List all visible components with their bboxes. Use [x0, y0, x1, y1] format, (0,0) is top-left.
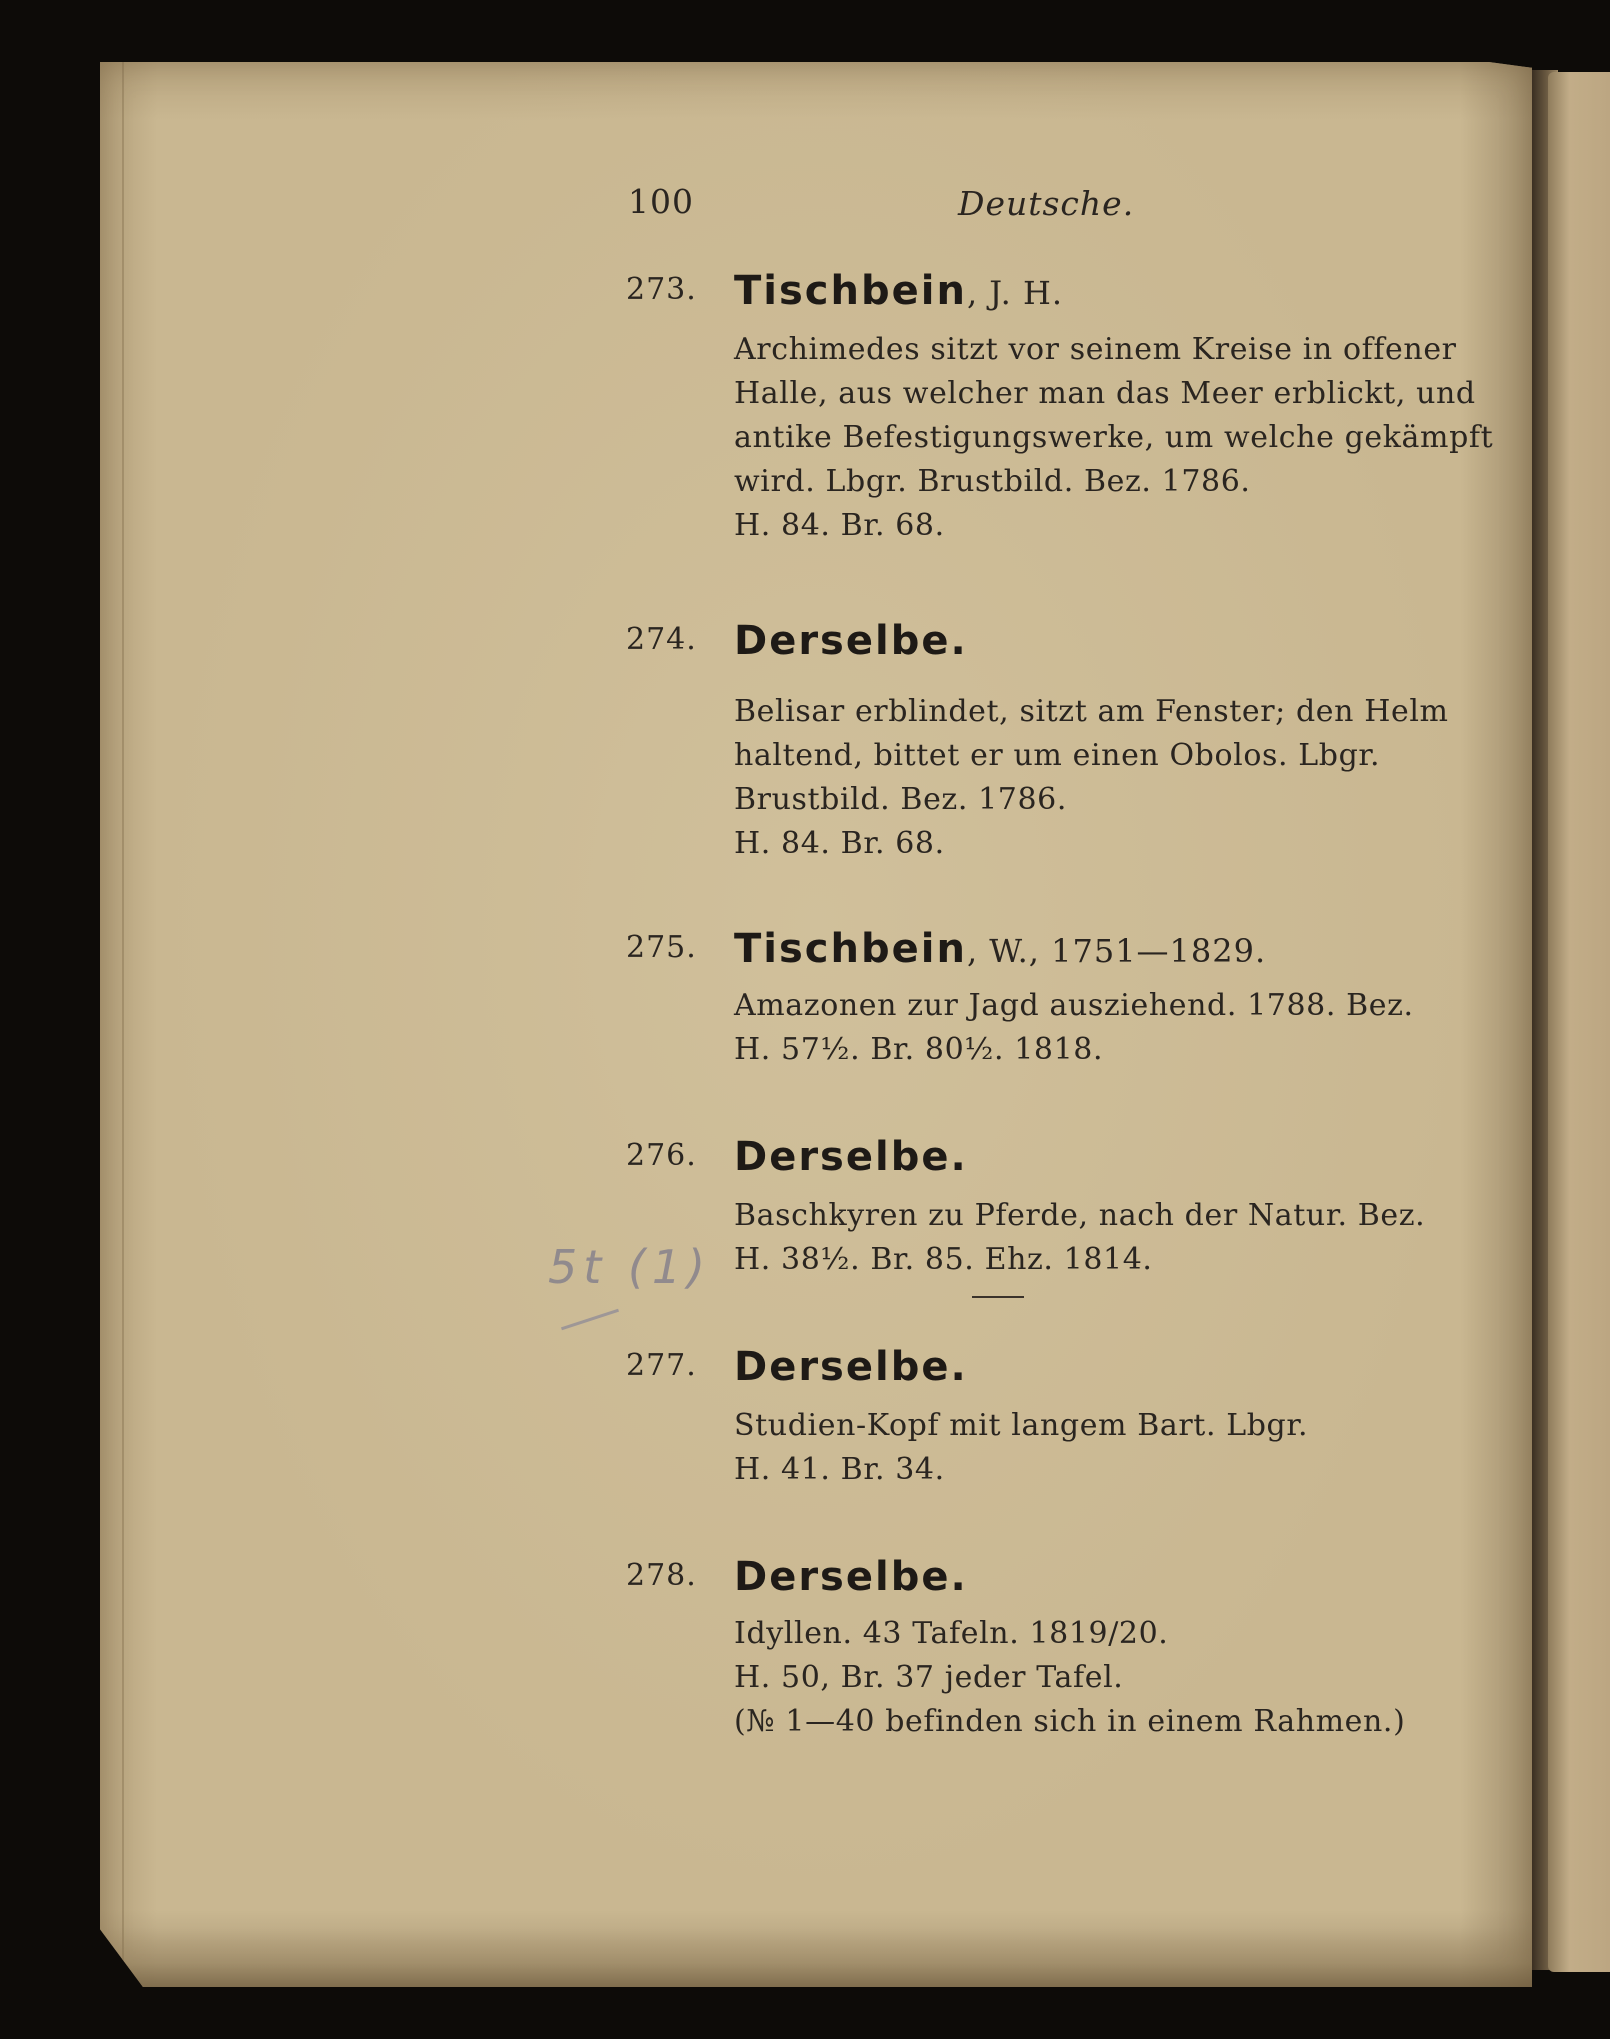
catalogue-entry: [626, 1344, 1476, 1504]
description-line: antike Befestigungswerke, um welche gekämpft: [734, 420, 1494, 455]
pencil-annotation: 5t (1): [548, 1240, 712, 1294]
artist-name: Derselbe.: [734, 1554, 968, 1600]
artist-details: , J. H.: [966, 274, 1064, 312]
artist-name: Derselbe.: [734, 618, 968, 664]
section-title: Deutsche.: [958, 184, 1135, 223]
description-line: Belisar erblindet, sitzt am Fenster; den Helm: [734, 694, 1449, 729]
entry-description: [734, 984, 1474, 1072]
entry-number: 277.: [626, 1348, 697, 1383]
description-line: Idyllen. 43 Tafeln. 1819/20.: [734, 1616, 1169, 1651]
entry-heading: [734, 618, 968, 664]
entry-number: 275.: [626, 930, 697, 965]
dimensions-line: H. 84. Br. 68.: [734, 508, 945, 543]
description-line: Archimedes sitzt vor seinem Kreise in offener: [734, 332, 1457, 367]
artist-name: Tischbein: [734, 268, 967, 314]
catalogue-entry: [626, 1554, 1476, 1774]
description-line: Halle, aus welcher man das Meer erblickt, und: [734, 376, 1476, 411]
running-head: [628, 182, 1148, 232]
catalogue-entry: [626, 1134, 1476, 1294]
page-number: 100: [628, 182, 694, 221]
description-line: haltend, bittet er um einen Obolos. Lbgr.: [734, 738, 1381, 773]
entry-heading: [734, 268, 1063, 314]
entry-heading: [734, 926, 1266, 972]
entry-number: 273.: [626, 272, 697, 307]
facing-page-edge: [1548, 72, 1610, 1972]
entry-heading: [734, 1134, 968, 1180]
dimensions-line: H. 84. Br. 68.: [734, 826, 945, 861]
note-line: (№ 1—40 befinden sich in einem Rahmen.): [734, 1704, 1406, 1739]
dash-divider: [972, 1296, 1024, 1298]
entry-number: 278.: [626, 1558, 697, 1593]
catalogue-entry: [626, 268, 1494, 568]
description-line: Brustbild. Bez. 1786.: [734, 782, 1067, 817]
page-bottom-wear: [100, 1927, 1532, 1987]
entry-description: [734, 690, 1474, 866]
description-line: Baschkyren zu Pferde, nach der Natur. Bez.: [734, 1198, 1426, 1233]
entry-heading: [734, 1344, 968, 1390]
description-line: Studien-Kopf mit langem Bart. Lbgr.: [734, 1408, 1309, 1443]
entry-number: 274.: [626, 622, 697, 657]
catalogue-entry: [626, 618, 1476, 878]
dimensions-line: H. 50, Br. 37 jeder Tafel.: [734, 1660, 1124, 1695]
description-line: Amazonen zur Jagd ausziehend. 1788. Bez.: [734, 988, 1414, 1023]
artist-name: Derselbe.: [734, 1344, 968, 1390]
entry-heading: [734, 1554, 968, 1600]
entry-description: [734, 1612, 1474, 1744]
artist-name: Derselbe.: [734, 1134, 968, 1180]
entry-description: [734, 328, 1494, 548]
page-crease: [122, 62, 124, 1987]
dimensions-line: H. 41. Br. 34.: [734, 1452, 945, 1487]
description-line: wird. Lbgr. Brustbild. Bez. 1786.: [734, 464, 1251, 499]
catalogue-entry: [626, 926, 1476, 1096]
entry-description: [734, 1404, 1474, 1492]
dimensions-line: H. 57½. Br. 80½. 1818.: [734, 1032, 1104, 1067]
dimensions-line: H. 38½. Br. 85. Ehz. 1814.: [734, 1242, 1153, 1277]
artist-details: , W., 1751—1829.: [966, 932, 1267, 970]
artist-name: Tischbein: [734, 926, 967, 972]
entry-description: [734, 1194, 1474, 1282]
entry-number: 276.: [626, 1138, 697, 1173]
